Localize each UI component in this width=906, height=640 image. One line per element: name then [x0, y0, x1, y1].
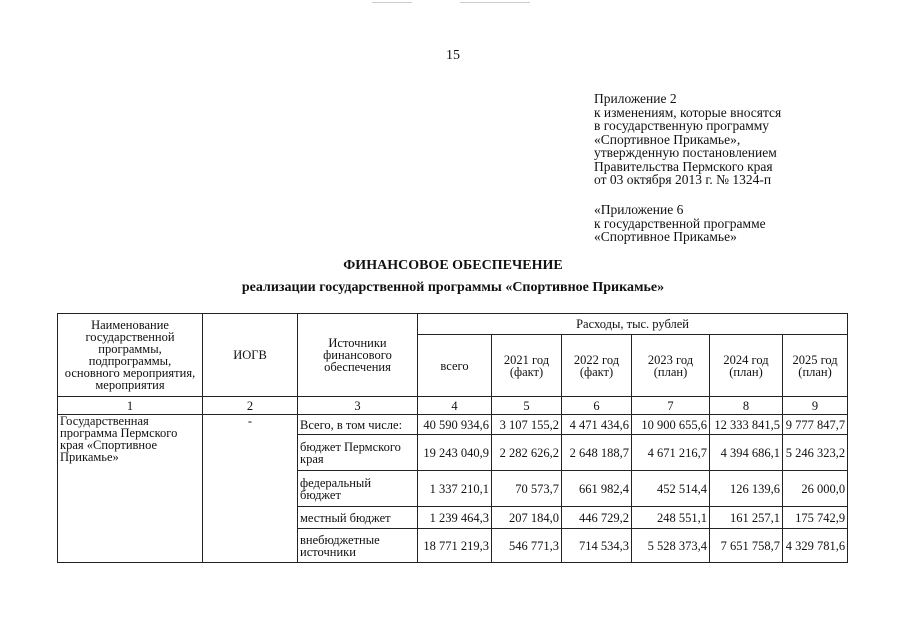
value-cell: 446 729,2 [562, 507, 632, 529]
header-year-2021: 2021 год (факт) [492, 335, 562, 397]
value-cell: 7 651 758,7 [710, 529, 783, 563]
value-cell: 4 394 686,1 [710, 435, 783, 471]
value-cell: 26 000,0 [783, 471, 848, 507]
scan-artifact-line [372, 2, 412, 3]
value-cell: 2 648 188,7 [562, 435, 632, 471]
table-row [58, 415, 848, 435]
column-number-row [58, 397, 848, 415]
value-cell: 3 107 155,2 [492, 415, 562, 435]
value-cell: 546 771,3 [492, 529, 562, 563]
document-subtitle: реализации государственной программы «Спортивное Прикамье» [241, 280, 665, 295]
value-cell: 1 337 210,1 [418, 471, 492, 507]
source-cell: бюджет Пермского края [298, 435, 418, 471]
value-cell: 175 742,9 [783, 507, 848, 529]
appendix-line: Правительства Пермского края [594, 158, 773, 174]
appendix-block-2 [594, 203, 894, 244]
value-cell: 19 243 040,9 [418, 435, 492, 471]
appendix-line: в государственную программу [594, 118, 770, 133]
header-year-2024: 2024 год (план) [710, 335, 783, 397]
value-cell: 4 671 216,7 [632, 435, 710, 471]
source-cell: внебюджетные источники [298, 529, 418, 563]
column-number: 5 [492, 397, 562, 415]
value-cell: 5 246 323,2 [783, 435, 848, 471]
column-number: 6 [562, 397, 632, 415]
value-cell: 248 551,1 [632, 507, 710, 529]
source-cell: местный бюджет [298, 507, 418, 529]
page-number: 15 [446, 48, 460, 63]
value-cell: 5 528 373,4 [632, 529, 710, 563]
header-year-2025: 2025 год (план) [783, 335, 848, 397]
column-number: 3 [298, 397, 418, 415]
appendix-block [594, 92, 894, 187]
column-number: 9 [783, 397, 848, 415]
column-number: 2 [203, 397, 298, 415]
header-iogv: ИОГВ [203, 314, 298, 397]
header-year-2023: 2023 год (план) [632, 335, 710, 397]
appendix-line: от 03 октября 2013 г. № 1324-п [594, 172, 772, 187]
value-cell: 452 514,4 [632, 471, 710, 507]
value-cell: 9 777 847,7 [783, 415, 848, 435]
program-name-cell: Государственная программа Пермского края «Спортивное Прикамье» [58, 415, 203, 563]
document-title: ФИНАНСОВОЕ ОБЕСПЕЧЕНИЕ [343, 258, 563, 273]
source-cell: федеральный бюджет [298, 471, 418, 507]
header-sources: Источники финансового обеспечения [298, 314, 418, 397]
value-cell: 1 239 464,3 [418, 507, 492, 529]
value-cell: 4 471 434,6 [562, 415, 632, 435]
appendix-line: «Спортивное Прикамье», [594, 131, 741, 147]
appendix-line: «Приложение 6 [594, 202, 684, 217]
value-cell: 70 573,7 [492, 471, 562, 507]
value-cell: 714 534,3 [562, 529, 632, 563]
value-cell: 126 139,6 [710, 471, 783, 507]
header-year-2022: 2022 год (факт) [562, 335, 632, 397]
header-expenses: Расходы, тыс. рублей [418, 314, 848, 335]
column-number: 1 [58, 397, 203, 415]
value-cell: 10 900 655,6 [632, 415, 710, 435]
value-cell: 661 982,4 [562, 471, 632, 507]
scan-artifact-line [460, 2, 530, 3]
source-cell: Всего, в том числе: [298, 415, 418, 435]
value-cell: 40 590 934,6 [418, 415, 492, 435]
value-cell: 4 329 781,6 [783, 529, 848, 563]
appendix-line: к государственной программе [594, 215, 766, 231]
value-cell: 161 257,1 [710, 507, 783, 529]
value-cell: 12 333 841,5 [710, 415, 783, 435]
appendix-line: к изменениям, которые вносятся [594, 104, 782, 120]
column-number: 7 [632, 397, 710, 415]
value-cell: 207 184,0 [492, 507, 562, 529]
header-year-total: всего [418, 335, 492, 397]
value-cell: 2 282 626,2 [492, 435, 562, 471]
appendix-line: Приложение 2 [594, 91, 677, 106]
appendix-line: утвержденную постановлением [594, 145, 777, 160]
header-name: Наименование государственной программы, подпрограммы, основного мероприятия, мероприятия [58, 314, 203, 397]
value-cell: 18 771 219,3 [418, 529, 492, 563]
column-number: 4 [418, 397, 492, 415]
financing-table [57, 313, 848, 563]
iogv-cell: - [203, 415, 298, 563]
appendix-line: «Спортивное Прикамье» [594, 229, 737, 244]
column-number: 8 [710, 397, 783, 415]
